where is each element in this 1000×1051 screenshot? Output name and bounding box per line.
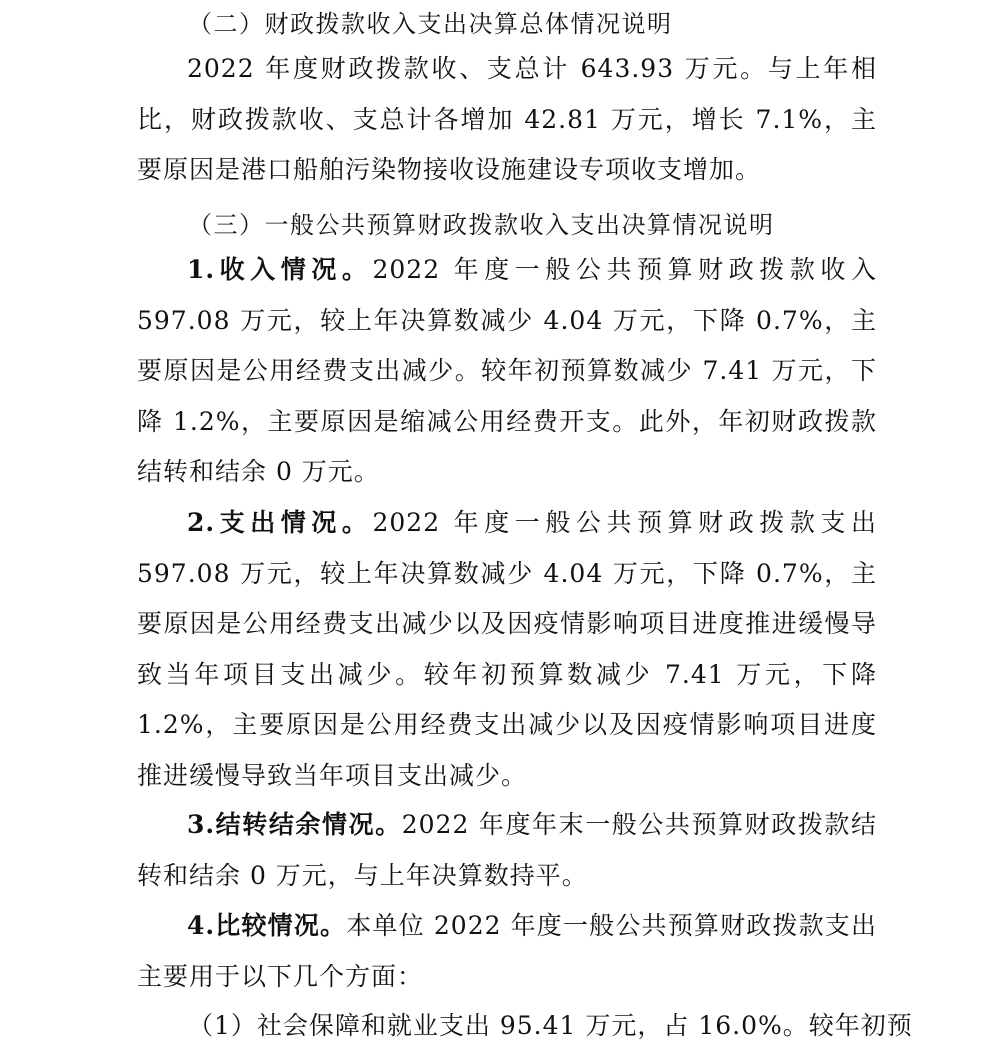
paragraph-carryover <box>137 800 877 901</box>
income-text: 2022 年度一般公共预算财政拨款收入 597.08 万元，较上年决算数减少 4.04 万元，下降 0.7%，主要原因是公用经费支出减少。较年初预算数减少 7.41 万元，下降 1.2%，主要原因是缩减公用经费开支。此外，年初财政拨款结转和结余 0 万元。 <box>137 255 877 486</box>
comparison-text: 本单位 2022 年度一般公共预算财政拨款支出主要用于以下几个方面： <box>137 911 877 991</box>
section-heading-2: （二）财政拨款收入支出决算总体情况说明 <box>188 10 673 38</box>
list-item-social-security: （1）社会保障和就业支出 95.41 万元，占 16.0%。较年初预 <box>188 1011 913 1040</box>
paragraph-total-overview: 2022 年度财政拨款收、支总计 643.93 万元。与上年相比，财政拨款收、支总计各增加 42.81 万元，增长 7.1%，主要原因是港口船舶污染物接收设施建设专项收支增加。 <box>137 54 877 184</box>
income-label: 1.收入情况。 <box>187 255 373 284</box>
carryover-label: 3.结转结余情况。 <box>187 810 402 839</box>
section-heading-3: （三）一般公共预算财政拨款收入支出决算情况说明 <box>188 211 775 239</box>
paragraph-expenditure <box>137 498 877 801</box>
expenditure-text: 2022 年度一般公共预算财政拨款支出 597.08 万元，较上年决算数减少 4.04 万元，下降 0.7%，主要原因是公用经费支出减少以及因疫情影响项目进度推进缓慢导致当年项目支出减少。较年初预算数减少 7.41 万元，下降 1.2%，主要原因是公用经费支出减少以及因疫情影响项目进度推进缓慢导致当年项目支出减少。 <box>137 508 877 790</box>
comparison-label: 4.比较情况。 <box>187 911 347 940</box>
expenditure-label: 2.支出情况。 <box>187 508 373 537</box>
paragraph-income <box>137 245 877 498</box>
paragraph-comparison <box>137 901 877 1002</box>
carryover-text: 2022 年度年末一般公共预算财政拨款结转和结余 0 万元，与上年决算数持平。 <box>137 810 877 890</box>
